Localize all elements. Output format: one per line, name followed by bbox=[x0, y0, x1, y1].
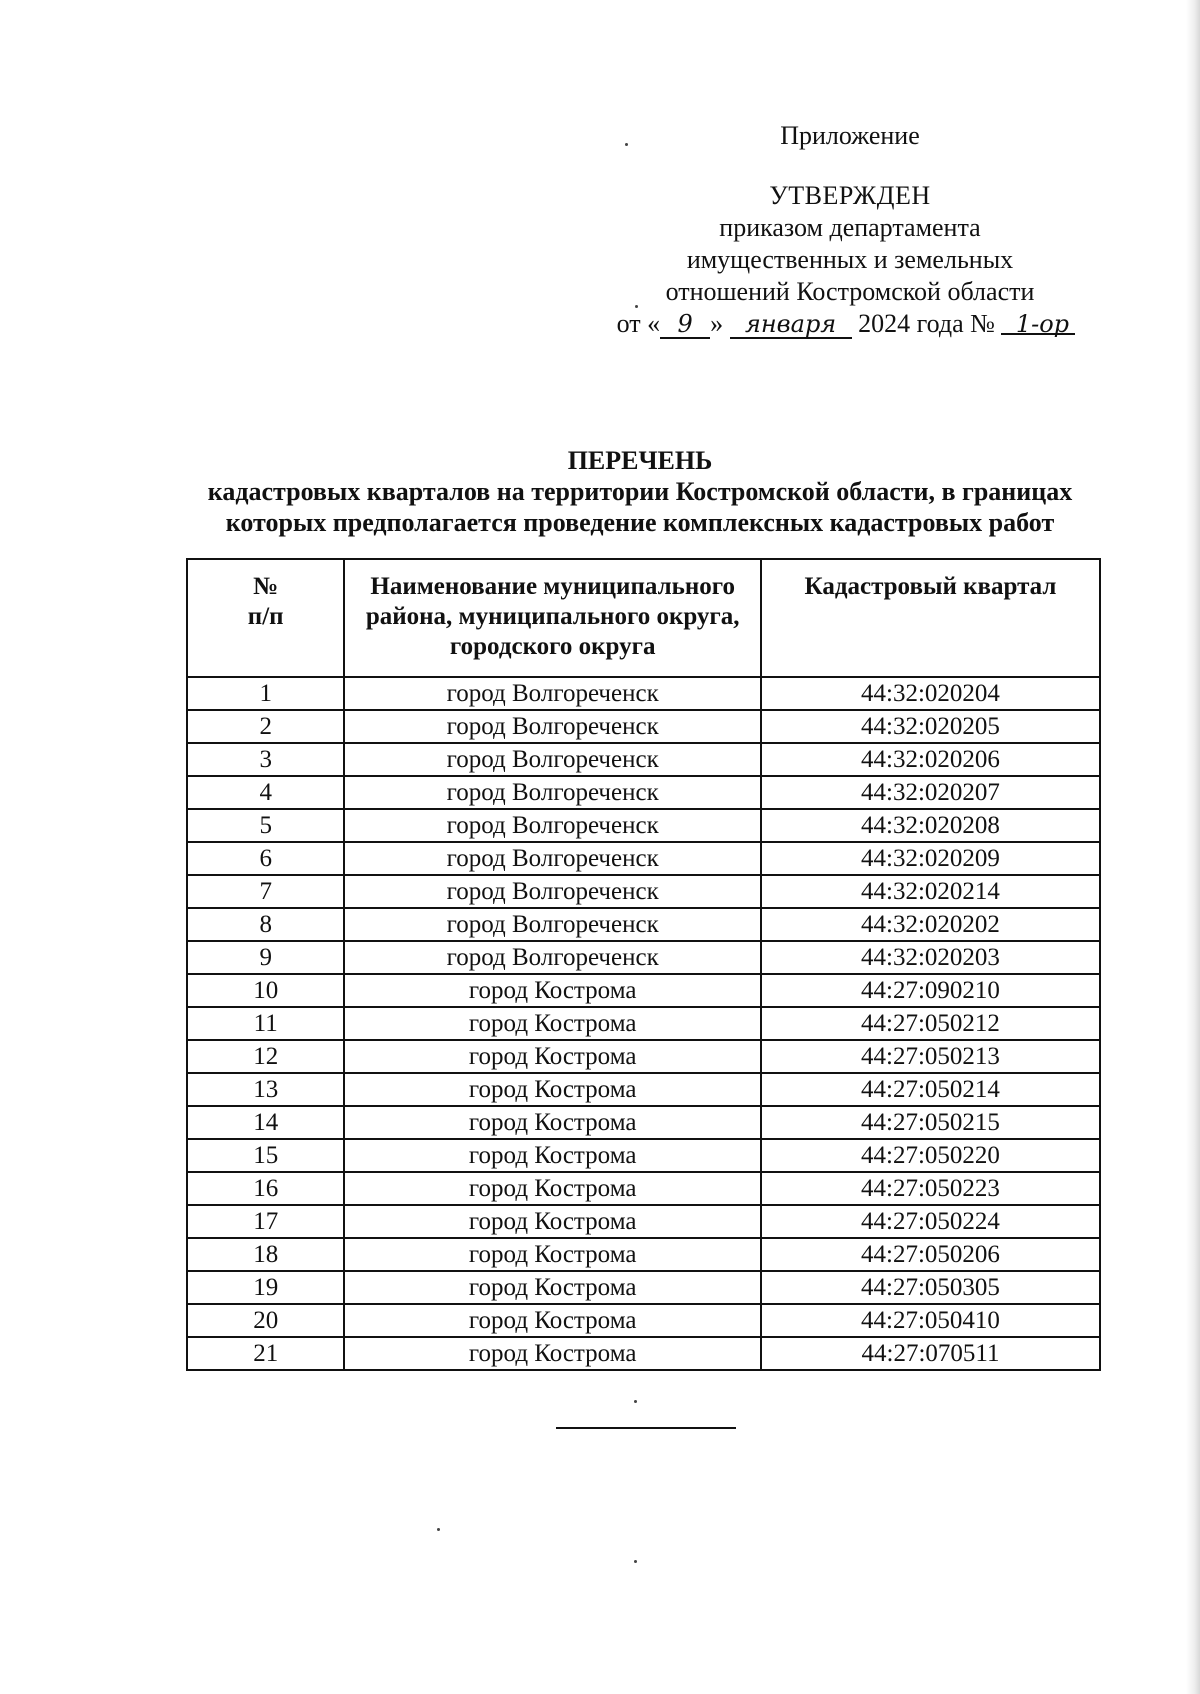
row-number-cell: 11 bbox=[187, 1007, 344, 1040]
cadastral-quarter-cell: 44:32:020202 bbox=[761, 908, 1100, 941]
date-quote-close: » bbox=[710, 309, 724, 338]
table-row bbox=[187, 677, 1100, 710]
table-row bbox=[187, 1106, 1100, 1139]
table-row bbox=[187, 743, 1100, 776]
document-subtitle-line-2: которых предполагается проведение комплексных кадастровых работ bbox=[225, 508, 1055, 537]
date-prefix: от « bbox=[616, 309, 661, 338]
approval-line-3: отношений Костромской области bbox=[665, 277, 1035, 306]
row-number-cell: 21 bbox=[187, 1337, 344, 1370]
table-row bbox=[187, 1238, 1100, 1271]
approval-block bbox=[600, 120, 1100, 340]
row-number-cell: 4 bbox=[187, 776, 344, 809]
municipality-cell: город Кострома bbox=[344, 1106, 761, 1139]
row-number-cell: 17 bbox=[187, 1205, 344, 1238]
handwritten-day: 9 bbox=[660, 311, 710, 339]
row-number-cell: 15 bbox=[187, 1139, 344, 1172]
table-row bbox=[187, 776, 1100, 809]
municipality-cell: город Волгореченск bbox=[344, 743, 761, 776]
row-number-cell: 3 bbox=[187, 743, 344, 776]
municipality-cell: город Волгореченск bbox=[344, 842, 761, 875]
cadastral-quarter-cell: 44:32:020207 bbox=[761, 776, 1100, 809]
header-municipality-line-1: Наименование муниципального bbox=[370, 573, 735, 600]
table-row bbox=[187, 941, 1100, 974]
row-number-cell: 8 bbox=[187, 908, 344, 941]
municipality-cell: город Кострома bbox=[344, 1040, 761, 1073]
header-number-line-2: п/п bbox=[247, 603, 284, 630]
row-number-cell: 7 bbox=[187, 875, 344, 908]
table-row bbox=[187, 710, 1100, 743]
row-number-cell: 1 bbox=[187, 677, 344, 710]
municipality-cell: город Кострома bbox=[344, 1304, 761, 1337]
header-cadastral-quarter: Кадастровый квартал bbox=[761, 559, 1100, 677]
municipality-cell: город Волгореченск bbox=[344, 809, 761, 842]
order-year: 2024 года № bbox=[858, 309, 995, 338]
document-title: ПЕРЕЧЕНЬ bbox=[567, 446, 713, 475]
cadastral-quarter-cell: 44:27:090210 bbox=[761, 974, 1100, 1007]
table-row bbox=[187, 908, 1100, 941]
cadastral-quarter-cell: 44:32:020203 bbox=[761, 941, 1100, 974]
row-number-cell: 2 bbox=[187, 710, 344, 743]
cadastral-quarter-cell: 44:32:020208 bbox=[761, 809, 1100, 842]
cadastral-quarter-cell: 44:32:020206 bbox=[761, 743, 1100, 776]
municipality-cell: город Кострома bbox=[344, 1271, 761, 1304]
row-number-cell: 13 bbox=[187, 1073, 344, 1106]
scan-speck bbox=[635, 305, 638, 308]
table-row bbox=[187, 809, 1100, 842]
approval-line-2: имущественных и земельных bbox=[686, 245, 1014, 274]
row-number-cell: 10 bbox=[187, 974, 344, 1007]
table-row bbox=[187, 1205, 1100, 1238]
header-municipality-line-2: района, муниципального округа, bbox=[365, 603, 740, 630]
scan-speck bbox=[625, 143, 628, 146]
table-row bbox=[187, 875, 1100, 908]
municipality-cell: город Волгореченск bbox=[344, 908, 761, 941]
row-number-cell: 18 bbox=[187, 1238, 344, 1271]
municipality-cell: город Волгореченск bbox=[344, 710, 761, 743]
municipality-cell: город Кострома bbox=[344, 1337, 761, 1370]
row-number-cell: 16 bbox=[187, 1172, 344, 1205]
row-number-cell: 9 bbox=[187, 941, 344, 974]
table-row bbox=[187, 1007, 1100, 1040]
cadastral-quarter-cell: 44:27:050206 bbox=[761, 1238, 1100, 1271]
cadastral-quarter-cell: 44:27:070511 bbox=[761, 1337, 1100, 1370]
cadastral-quarters-table bbox=[186, 558, 1101, 1371]
cadastral-quarter-cell: 44:32:020205 bbox=[761, 710, 1100, 743]
document-subtitle-line-1: кадастровых кварталов на территории Костромской области, в границах bbox=[207, 477, 1073, 506]
row-number-cell: 19 bbox=[187, 1271, 344, 1304]
table-row bbox=[187, 1073, 1100, 1106]
header-number bbox=[187, 559, 344, 677]
row-number-cell: 20 bbox=[187, 1304, 344, 1337]
cadastral-quarter-cell: 44:27:050215 bbox=[761, 1106, 1100, 1139]
municipality-cell: город Кострома bbox=[344, 1139, 761, 1172]
table-row bbox=[187, 1337, 1100, 1370]
cadastral-quarter-cell: 44:27:050410 bbox=[761, 1304, 1100, 1337]
table-header-row bbox=[187, 559, 1100, 677]
table-row bbox=[187, 1271, 1100, 1304]
municipality-cell: город Кострома bbox=[344, 1172, 761, 1205]
table-row bbox=[187, 1040, 1100, 1073]
scan-speck bbox=[634, 1400, 637, 1403]
header-number-line-1: № bbox=[253, 573, 279, 600]
municipality-cell: город Кострома bbox=[344, 1205, 761, 1238]
cadastral-quarter-cell: 44:32:020209 bbox=[761, 842, 1100, 875]
cadastral-quarter-cell: 44:27:050214 bbox=[761, 1073, 1100, 1106]
header-municipality bbox=[344, 559, 761, 677]
municipality-cell: город Волгореченск bbox=[344, 677, 761, 710]
table-row bbox=[187, 842, 1100, 875]
cadastral-quarter-cell: 44:27:050224 bbox=[761, 1205, 1100, 1238]
cadastral-quarter-cell: 44:27:050213 bbox=[761, 1040, 1100, 1073]
closing-divider bbox=[556, 1427, 736, 1429]
municipality-cell: город Кострома bbox=[344, 1007, 761, 1040]
municipality-cell: город Кострома bbox=[344, 974, 761, 1007]
table-row bbox=[187, 1139, 1100, 1172]
cadastral-quarter-cell: 44:32:020204 bbox=[761, 677, 1100, 710]
handwritten-order-number: 1-ор bbox=[1001, 311, 1083, 337]
cadastral-quarter-cell: 44:27:050223 bbox=[761, 1172, 1100, 1205]
approved-label: УТВЕРЖДЕН bbox=[769, 181, 931, 210]
order-date-line bbox=[600, 308, 1100, 340]
scan-speck bbox=[634, 1560, 637, 1563]
table-row bbox=[187, 1172, 1100, 1205]
cadastral-quarter-cell: 44:27:050220 bbox=[761, 1139, 1100, 1172]
scan-speck bbox=[437, 1528, 440, 1531]
appendix-label: Приложение bbox=[780, 121, 920, 150]
table-row bbox=[187, 1304, 1100, 1337]
cadastral-quarter-cell: 44:27:050212 bbox=[761, 1007, 1100, 1040]
cadastral-quarter-cell: 44:32:020214 bbox=[761, 875, 1100, 908]
municipality-cell: город Кострома bbox=[344, 1238, 761, 1271]
table-row bbox=[187, 974, 1100, 1007]
row-number-cell: 14 bbox=[187, 1106, 344, 1139]
municipality-cell: город Волгореченск bbox=[344, 875, 761, 908]
scan-edge-shadow bbox=[1186, 0, 1200, 1694]
municipality-cell: город Волгореченск bbox=[344, 941, 761, 974]
municipality-cell: город Кострома bbox=[344, 1073, 761, 1106]
cadastral-quarter-cell: 44:27:050305 bbox=[761, 1271, 1100, 1304]
handwritten-month: января bbox=[730, 311, 852, 339]
approval-line-1: приказом департамента bbox=[719, 213, 981, 242]
row-number-cell: 6 bbox=[187, 842, 344, 875]
document-heading bbox=[170, 445, 1110, 538]
row-number-cell: 5 bbox=[187, 809, 344, 842]
header-municipality-line-3: городского округа bbox=[449, 633, 656, 660]
row-number-cell: 12 bbox=[187, 1040, 344, 1073]
municipality-cell: город Волгореченск bbox=[344, 776, 761, 809]
